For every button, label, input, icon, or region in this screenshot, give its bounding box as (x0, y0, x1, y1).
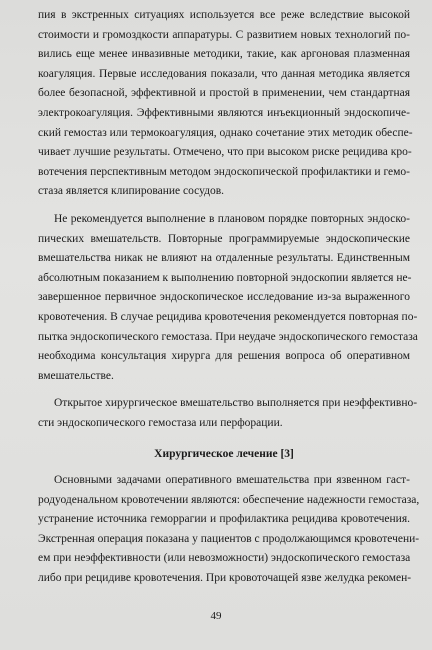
text-line: пия в экстренных ситуациях используется все реже вследствие высокой (38, 9, 410, 21)
text-line: завершенное первичное эндоскопическое исследование из-за выраженного (38, 291, 410, 304)
text-line: необходима консультация хирурга для решения вопроса об оперативном (38, 350, 410, 363)
paragraph-gap (38, 202, 410, 210)
text-line: вмешательства никак не влияют на отдаленные результаты. Единственным (38, 252, 410, 265)
text-line: чивает лучшие результаты. Отмечено, что при высоком риске рецидива кро- (38, 146, 412, 159)
text-line: пических вмешательств. Повторные программируемые эндоскопические (38, 232, 410, 245)
text-line: либо при рецидиве кровотечения. При кровоточащей язве желудка рекомен- (38, 572, 412, 585)
text-line: коагуляция. Первые исследования показали, что данная методика является (38, 67, 410, 80)
text-line: вились еще менее инвазивные методики, такие, как аргоновая плазменная (38, 48, 410, 61)
page-content (38, 6, 420, 589)
text-line: Основными задачами оперативного вмешательства при язвенном гаст- (54, 474, 410, 487)
text-line: Не рекомендуется выполнение в плановом порядке повторных эндоско- (54, 212, 410, 225)
section-heading: Хирургическое лечение [3] (154, 448, 294, 461)
paragraph-gap (38, 386, 410, 394)
text-line: ем при неэффективности (или невозможности) эндоскопического гемостаза (38, 552, 411, 565)
paragraph-4 (38, 471, 420, 589)
text-line: стоимости и громоздкости аппаратуры. С развитием новых технологий по- (38, 28, 410, 41)
text-line: вотечения перспективным методом эндоскопической профилактики и гемо- (38, 165, 410, 178)
page-number: 49 (210, 610, 222, 622)
text-line: кровотечения. В случае рецидива кровотечения рекомендуется повторная по- (38, 310, 418, 323)
text-line: ский гемостаз или термокоагуляция, однако сочетание этих методик обеспе- (38, 126, 413, 139)
paragraph-2 (38, 210, 418, 386)
text-line: Экстренная операция показана у пациентов с продолжающимся кровотечени- (38, 532, 420, 545)
text-line: пытка эндоскопического гемостаза. При неудаче эндоскопического гемостаза (38, 330, 418, 343)
text-line: более безопасной, эффективной и простой в применении, чем стандартная (38, 87, 410, 100)
text-line: родуоденальном кровотечении являются: обеспечение надежности гемостаза, (38, 493, 420, 506)
text-line: Открытое хирургическое вмешательство выполняется при неэффективно- (54, 397, 418, 410)
text-line: абсолютным показанием к выполнению повторной эндоскопии является не- (38, 271, 412, 284)
text-line: стаза является клипирование сосудов. (38, 185, 225, 198)
text-line: вмешательстве. (38, 369, 114, 382)
text-line: сти эндоскопического гемостаза или перфорации. (38, 416, 283, 429)
text-line: электрокоагуляция. Эффективными являются инъекционный эндоскопиче- (38, 106, 410, 119)
paragraph-3 (38, 394, 418, 433)
text-line: устранение источника геморрагии и профилактика рецидива кровотечения. (38, 513, 410, 526)
paragraph-1 (38, 6, 413, 202)
